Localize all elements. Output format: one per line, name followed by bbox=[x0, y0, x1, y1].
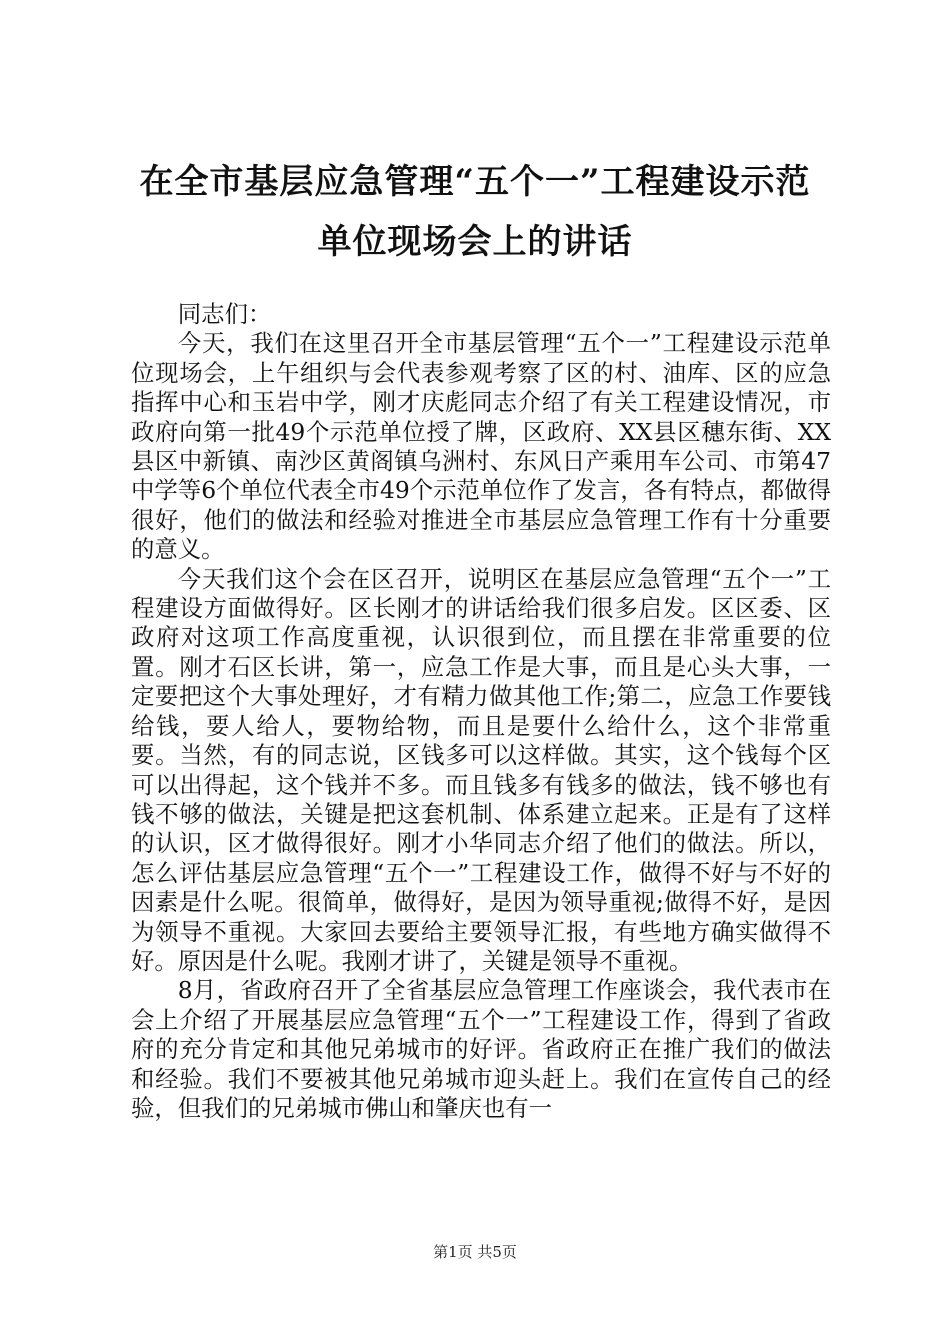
paragraph-2: 今天我们这个会在区召开，说明区在基层应急管理“五个一”工程建设方面做得好。区长刚才的讲话给我们很多启发。区区委、区政府对这项工作高度重视，认识很到位，而且摆在非常重要的位置。刚才石区长讲，第一，应急工作是大事，而且是心头大事，一定要把这个大事处理好，才有精力做其他工作;第二，应急工作要钱给钱，要人给人，要物给物，而且是要什么给什么，这个非常重要。当然，有的同志说，区钱多可以这样做。其实，这个钱每个区可以出得起，这个钱并不多。而且钱多有钱多的做法，钱不够也有钱不够的做法，关键是把这套机制、体系建立起来。正是有了这样的认识，区才做得很好。刚才小华同志介绍了他们的做法。所以，怎么评估基层应急管理“五个一”工程建设工作，做得不好与不好的因素是什么呢。很简单，做得好，是因为领导重视;做得不好，是因为领导不重视。大家回去要给主要领导汇报，有些地方确实做得不好。原因是什么呢。我刚才讲了，关键是领导不重视。 bbox=[131, 564, 831, 975]
greeting: 同志们： bbox=[177, 300, 272, 328]
paragraph-1: 今天，我们在这里召开全市基层管理“五个一”工程建设示范单位现场会，上午组织与会代表参观考察了区的村、油库、区的应急指挥中心和玉岩中学，刚才庆彪同志介绍了有关工程建设情况，市政府向第一批49个示范单位授了牌，区政府、XX县区穗东街、XX县区中新镇、南沙区黄阁镇乌洲村、东风日产乘用车公司、市第47中学等6个单位代表全市49个示范单位作了发言，各有特点，都做得很好，他们的做法和经验对推进全市基层应急管理工作有十分重要的意义。 bbox=[131, 329, 831, 564]
document-title-line-1: 在全市基层应急管理“五个一”工程建设示范 bbox=[139, 162, 811, 202]
document-title-line-2: 单位现场会上的讲话 bbox=[317, 222, 633, 262]
page-number-footer: 第1页 共5页 bbox=[433, 1243, 517, 1261]
document-body bbox=[131, 300, 831, 1123]
paragraph-3: 8月，省政府召开了全省基层应急管理工作座谈会，我代表市在会上介绍了开展基层应急管理“五个一”工程建设工作，得到了省政府的充分肯定和其他兄弟城市的好评。省政府正在推广我们的做法和经验。我们不要被其他兄弟城市迎头赶上。我们在宣传自己的经验，但我们的兄弟城市佛山和肇庆也有一 bbox=[131, 976, 831, 1122]
